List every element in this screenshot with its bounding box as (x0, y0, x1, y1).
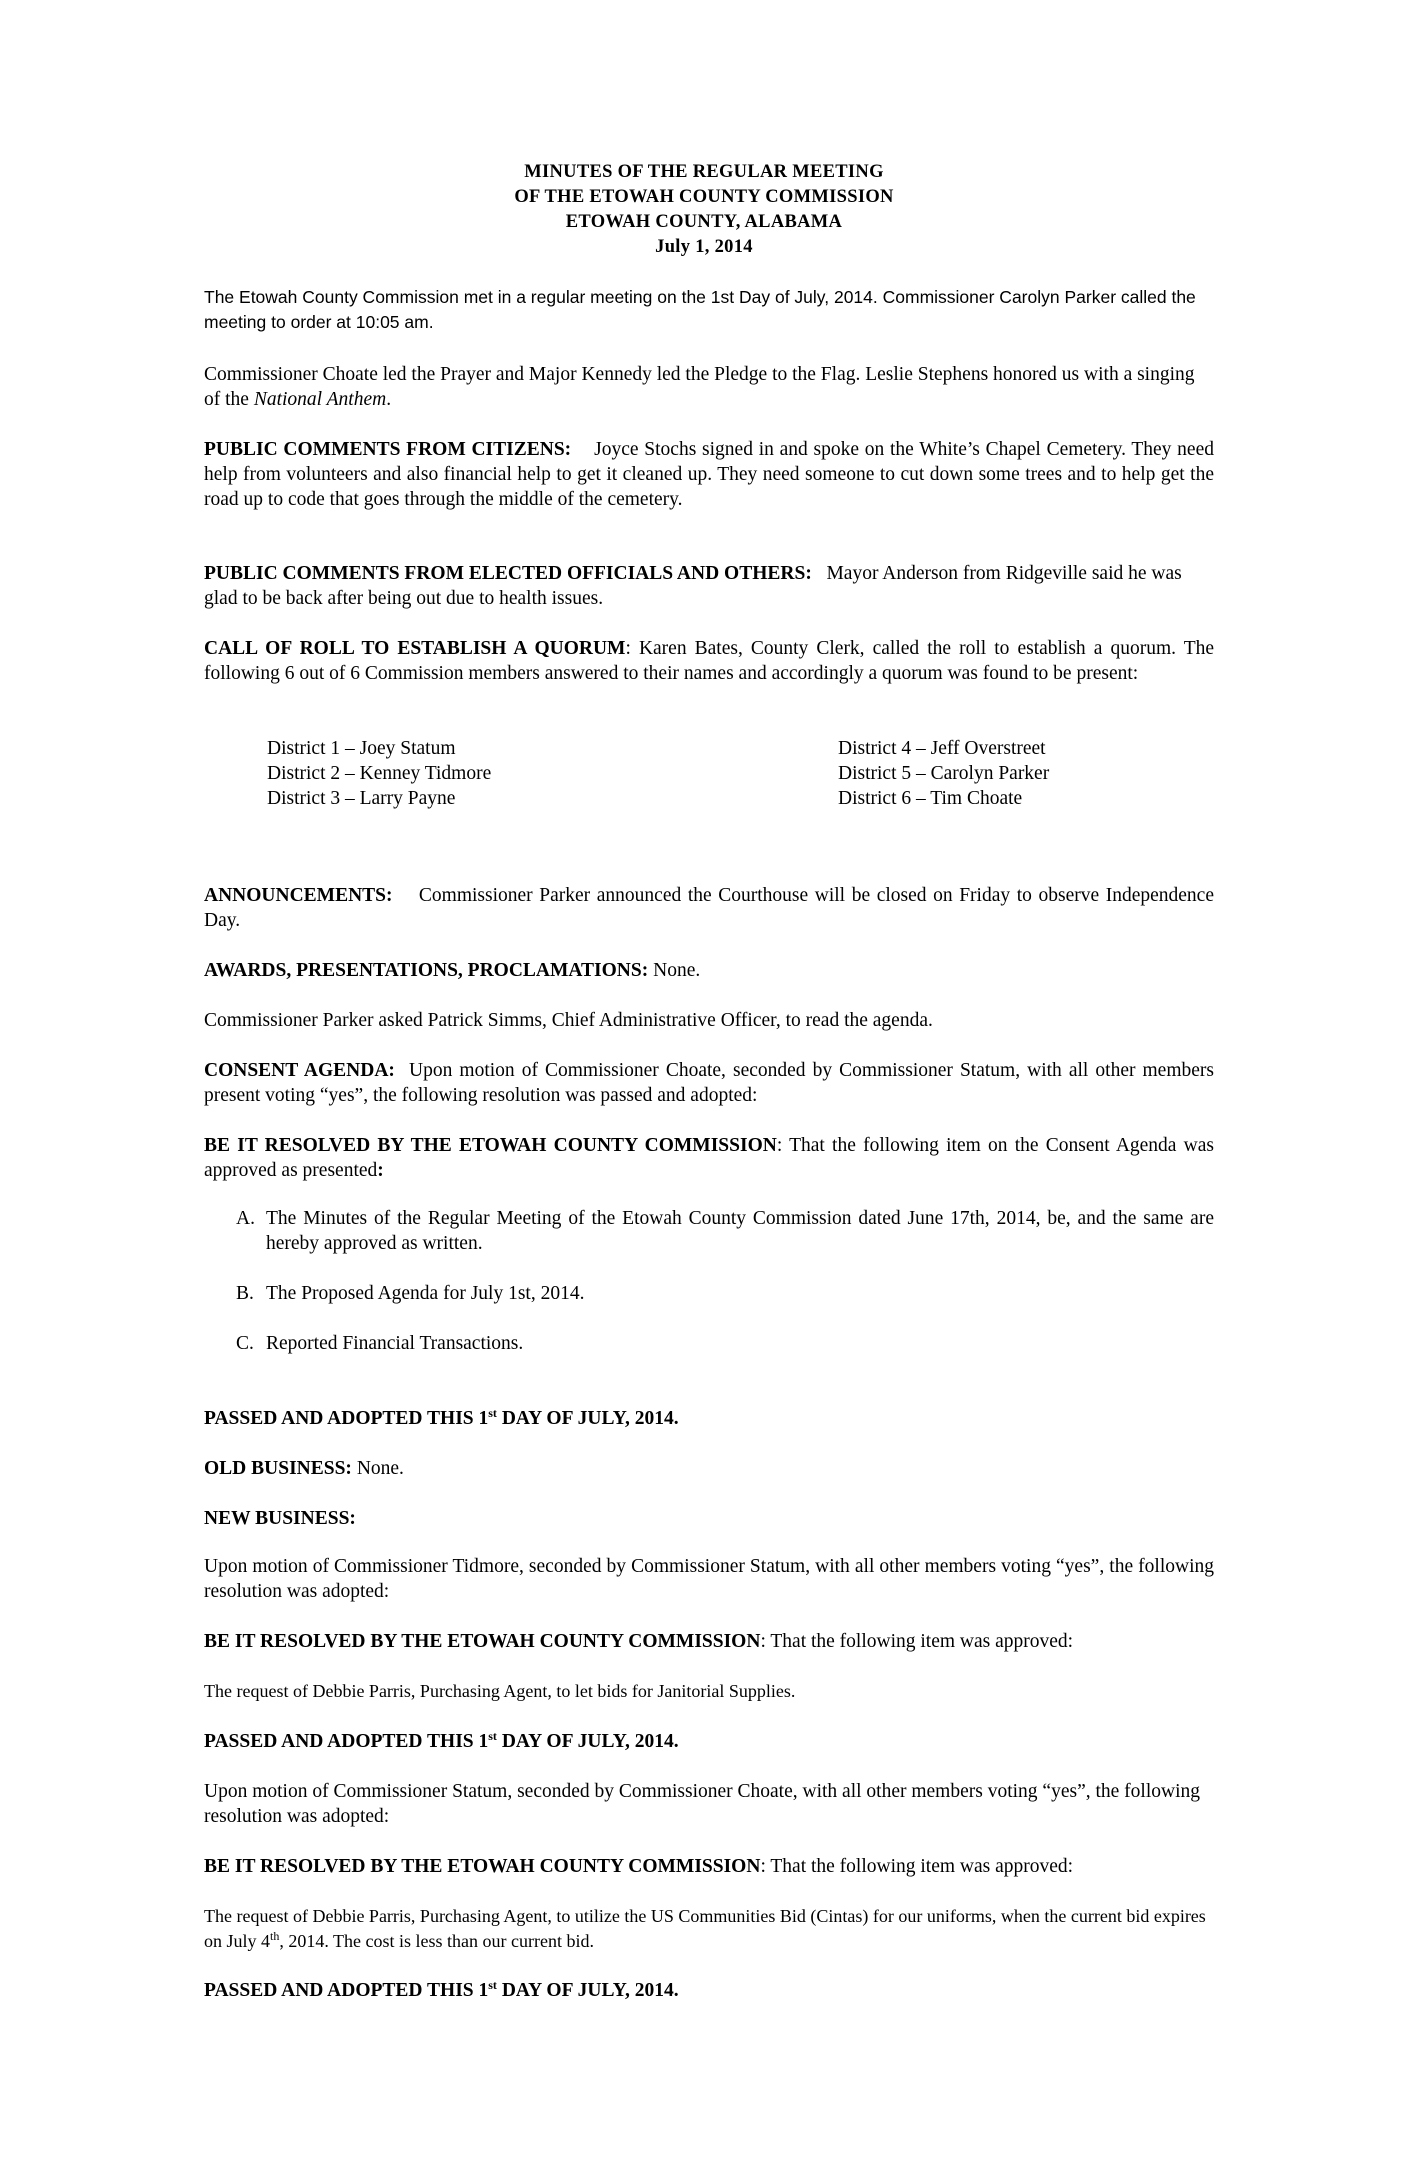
request-1-paragraph: The request of Debbie Parris, Purchasing Agent, to let bids for Janitorial Supplies. (204, 1681, 796, 1701)
roll-list-left (267, 736, 491, 811)
title-line-3: ETOWAH COUNTY, ALABAMA (565, 212, 843, 232)
roll-text: : Karen Bates, County Clerk, called the roll to establish a quorum. The following 6 out of 6 Commission members answered to their names and accordingly a quorum was found to be present: (204, 638, 1215, 684)
roll-member: District 4 – Jeff Overstreet (838, 738, 1046, 759)
item-marker: A. (236, 1208, 255, 1229)
request-2-text: The request of Debbie Parris, Purchasing Agent, to utilize the US Communities Bid (Cintas) for our uniforms, when the current bid expires on July 4 (204, 1906, 1206, 1951)
consent-item-a (236, 1206, 1214, 1256)
resolution-text: : That the following item was approved: (760, 1856, 1074, 1877)
anthem-title: National Anthem (253, 389, 387, 410)
citizens-label: PUBLIC COMMENTS FROM CITIZENS: (204, 439, 572, 460)
passed-text-end: DAY OF JULY, 2014. (496, 1980, 679, 2001)
agenda-read-paragraph: Commissioner Parker asked Patrick Simms, Chief Administrative Officer, to read the agenda. (204, 1010, 933, 1031)
announcements-paragraph (204, 883, 1214, 933)
old-business-text: None. (351, 1458, 404, 1479)
intro-paragraph: The Etowah County Commission met in a regular meeting on the 1st Day of July, 2014. Commissioner Carolyn Parker called the meeting to order at 10:05 am. (204, 287, 1196, 332)
roll-member: District 6 – Tim Choate (838, 788, 1023, 809)
consent-text: Upon motion of Commissioner Choate, seconded by Commissioner Statum, with all other members present voting “yes”, the following resolution was passed and adopted: (204, 1060, 1214, 1106)
passed-text: PASSED AND ADOPTED THIS 1 (204, 1980, 489, 2001)
item-text: Reported Financial Transactions. (266, 1333, 524, 1354)
resolution-label: BE IT RESOLVED BY THE ETOWAH COUNTY COMMISSION (204, 1135, 777, 1156)
old-business-paragraph (204, 1456, 1214, 1481)
roll-paragraph (204, 636, 1214, 686)
item-text: The Proposed Agenda for July 1st, 2014. (266, 1283, 585, 1304)
item-text: The Minutes of the Regular Meeting of the Etowah County Commission dated June 17th, 2014, be, and the same are hereby approved as written. (266, 1208, 1214, 1254)
announcements-text: Commissioner Parker announced the Courthouse will be closed on Friday to observe Independence Day. (204, 885, 1214, 931)
consent-item-b (236, 1281, 1214, 1306)
officials-label: PUBLIC COMMENTS FROM ELECTED OFFICIALS AND OTHERS: (204, 563, 812, 584)
passed-sup: st (488, 1978, 497, 1992)
request-2-sup: th (270, 1929, 280, 1943)
consent-label: CONSENT AGENDA: (204, 1060, 395, 1081)
resolution-text: : That the following item on the Consent Agenda was approved as presented (204, 1135, 1215, 1181)
officials-paragraph (204, 561, 1214, 611)
resolution-text: : That the following item was approved: (760, 1631, 1074, 1652)
officials-text: Mayor Anderson from Ridgeville said he was glad to be back after being out due to health issues. (204, 563, 1182, 609)
resolution-1 (204, 1629, 1214, 1654)
citizens-text: Joyce Stochs signed in and spoke on the White’s Chapel Cemetery. They need help from volunteers and also financial help to get it cleaned up. They need someone to cut down some trees and to help get the road up to code that goes through the middle of the cemetery. (204, 439, 1214, 510)
prayer-text: Commissioner Choate led the Prayer and Major Kennedy led the Pledge to the Flag. Leslie Stephens honored us with a singing of the (204, 364, 1195, 410)
title-line-1: MINUTES OF THE REGULAR MEETING (524, 162, 884, 182)
passed-text-end: DAY OF JULY, 2014. (496, 1408, 679, 1429)
passed-adopted-1 (204, 1406, 1214, 1431)
request-2-paragraph (204, 1904, 1214, 1954)
passed-sup: st (488, 1406, 497, 1420)
resolution-end: : (377, 1160, 384, 1181)
consent-item-c (236, 1331, 1214, 1356)
item-marker: B. (236, 1283, 254, 1304)
new-business-label: NEW BUSINESS: (204, 1508, 356, 1529)
awards-label: AWARDS, PRESENTATIONS, PROCLAMATIONS: (204, 960, 649, 981)
resolution-2 (204, 1854, 1214, 1879)
title-line-4: July 1, 2014 (655, 237, 753, 257)
title-line-2: OF THE ETOWAH COUNTY COMMISSION (514, 187, 894, 207)
consent-paragraph (204, 1058, 1214, 1108)
consent-resolution (204, 1133, 1214, 1183)
awards-text: None. (648, 960, 701, 981)
passed-text-end: DAY OF JULY, 2014. (496, 1731, 679, 1752)
citizens-paragraph (204, 437, 1214, 512)
resolution-label: BE IT RESOLVED BY THE ETOWAH COUNTY COMMISSION (204, 1856, 761, 1877)
awards-paragraph (204, 958, 1214, 983)
roll-member: District 1 – Joey Statum (267, 738, 456, 759)
roll-member: District 3 – Larry Payne (267, 788, 456, 809)
passed-adopted-2 (204, 1729, 1214, 1754)
motion-1-paragraph: Upon motion of Commissioner Tidmore, seconded by Commissioner Statum, with all other members voting “yes”, the following resolution was adopted: (204, 1556, 1214, 1602)
passed-text: PASSED AND ADOPTED THIS 1 (204, 1731, 489, 1752)
request-2-text-end: , 2014. The cost is less than our current bid. (279, 1931, 594, 1951)
passed-adopted-3 (204, 1978, 1214, 2003)
passed-sup: st (488, 1729, 497, 1743)
roll-list-right (838, 736, 1049, 811)
resolution-label: BE IT RESOLVED BY THE ETOWAH COUNTY COMMISSION (204, 1631, 761, 1652)
motion-2-paragraph: Upon motion of Commissioner Statum, seconded by Commissioner Choate, with all other members voting “yes”, the following resolution was adopted: (204, 1781, 1200, 1827)
announcements-label: ANNOUNCEMENTS: (204, 885, 393, 906)
passed-text: PASSED AND ADOPTED THIS 1 (204, 1408, 489, 1429)
prayer-paragraph (204, 362, 1214, 412)
prayer-end: . (386, 389, 392, 410)
old-business-label: OLD BUSINESS: (204, 1458, 352, 1479)
new-business-heading (204, 1506, 1214, 1531)
item-marker: C. (236, 1333, 254, 1354)
roll-member: District 5 – Carolyn Parker (838, 763, 1050, 784)
document-title (0, 160, 1408, 260)
roll-member: District 2 – Kenney Tidmore (267, 763, 492, 784)
roll-label: CALL OF ROLL TO ESTABLISH A QUORUM (204, 638, 626, 659)
